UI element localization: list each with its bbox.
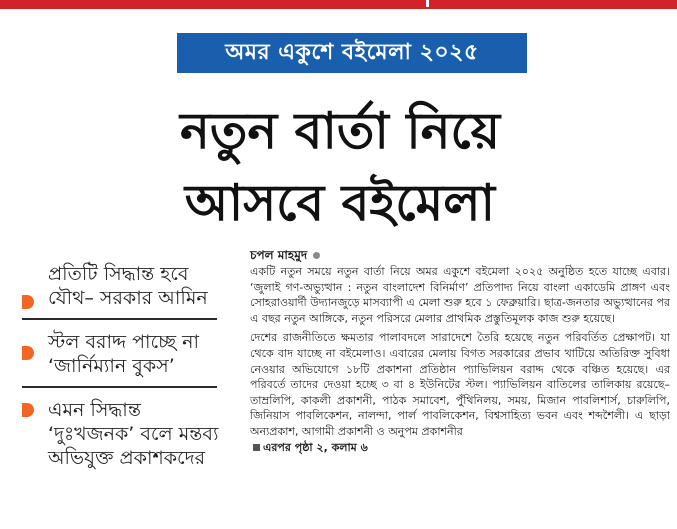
top-bar-notch	[426, 0, 429, 7]
top-red-bar	[0, 0, 677, 9]
continued-line	[250, 440, 670, 456]
orange-bullet-icon	[22, 346, 34, 360]
headline	[60, 95, 620, 239]
article-paragraph-1: একটি নতুন সময়ে নতুন বার্তা নিয়ে অমর একুশে বইমেলা ২০২৫ অনুষ্ঠিত হতে যাচ্ছে এবার। ‘জুলাই গণ-অভ্যুত্থান : নতুন বাংলাদেশ বিনির্মাণ’ প্রতিপাদ্য নিয়ে বাংলা একাডেমি প্রাঙ্গণ এবং সোহরাওয়ার্দী উদ্যানজুড়ে মাসব্যাপী এ মেলা শুরু হবে ১ ফেব্রুয়ারি। ছাত্র-জনতার অভ্যুত্থানের পর এ বছর নতুন আঙ্গিকে, নতুন পরিসরে মেলার প্রাথমিক প্রস্তুতিমূলক কাজ শুরু হয়েছে।	[250, 265, 670, 325]
square-bullet-icon	[253, 444, 260, 451]
article-paragraph-2: দেশের রাজনীতিতে ক্ষমতার পালাবদলে সারাদেশে তৈরি হয়েছে নতুন পরিবর্তিত প্রেক্ষাপট। যা থেকে বাদ যাচ্ছে না বইমেলাও। এবারের মেলায় বিগত সরকারের প্রভাব খাটিয়ে অতিরিক্ত সুবিধা নেওয়ার অভিযোগে ১৮টি প্রকাশনা প্রতিষ্ঠান প্যাভিলিয়ন বরাদ্দ থেকে বঞ্চিত হয়েছে। এর পরিবর্তে তাদের দেওয়া হচ্ছে ৩ বা ৪ ইউনিটের স্টল। প্যাভিলিয়ন বাতিলের তালিকায় রয়েছে– তাম্রলিপি, কাকলী প্রকাশনী, পাঠক সমাবেশ, পুঁথিনিলয়, সময়, মিজান পাবলিশার্স, চারুলিপি, জিনিয়াস পাবলিকেশন, নালন্দা, পার্ল পাবলিকেশন, বিশ্বসাহিত্য ভবন এবং শব্দশৈলী। এ ছাড়া অন্যপ্রকাশ, আগামী প্রকাশনী ও অনুপম প্রকাশনীর	[250, 331, 670, 438]
related-story-1-text: প্রতিটি সিদ্ধান্ত হবে যৌথ– সরকার আমিন	[48, 263, 208, 309]
related-story-2[interactable]	[22, 330, 232, 378]
orange-bullet-icon	[22, 295, 34, 309]
byline-dot-icon	[313, 252, 320, 259]
orange-bullet-icon	[22, 403, 34, 417]
headline-line-1: নতুন বার্তা নিয়ে	[179, 102, 501, 160]
section-banner-text: অমর একুশে বইমেলা ২০২৫	[225, 39, 479, 65]
article-body	[250, 246, 670, 455]
section-banner	[177, 33, 527, 73]
related-story-2-text: স্টল বরাদ্দ পাচ্ছে না ‘জার্নিম্যান বুকস’	[48, 331, 199, 377]
related-stories-sidebar	[22, 262, 232, 470]
related-story-3-text: এমন সিদ্ধান্ত ‘দুঃখজনক’ বলে মন্তব্য অভিযুক্ত প্রকাশকদের	[48, 399, 219, 469]
related-story-1[interactable]	[22, 262, 232, 310]
byline-author: চপল মাহমুদ	[250, 248, 308, 262]
byline	[250, 246, 670, 264]
sidebar-divider	[22, 318, 217, 320]
continued-text[interactable]: এরপর পৃষ্ঠা ২, কলাম ৬	[263, 440, 368, 454]
sidebar-divider	[22, 386, 217, 388]
related-story-3[interactable]	[22, 398, 232, 470]
headline-line-2: আসবে বইমেলা	[184, 174, 496, 232]
